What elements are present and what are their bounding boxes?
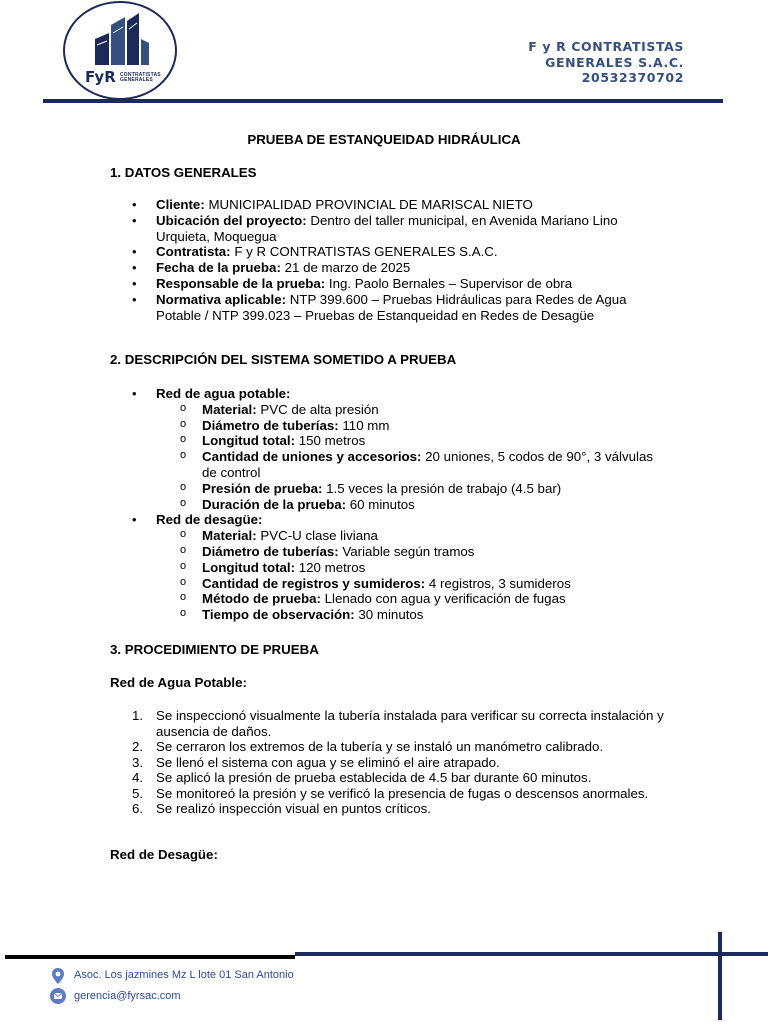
document-title: PRUEBA DE ESTANQUEIDAD HIDRÁULICA	[247, 132, 521, 147]
list-item: 6. Se realizó inspección visual en puntos críticos.	[132, 801, 431, 816]
section-1-heading: 1. DATOS GENERALES	[110, 165, 257, 180]
footer-divider-accent	[295, 952, 768, 956]
list-item: 1. Se inspeccionó visualmente la tubería instalada para verificar su correcta instalación y ausencia de daños.	[132, 708, 664, 739]
list-item: 3. Se llenó el sistema con agua y se eliminó el aire atrapado.	[132, 754, 500, 770]
list-item: • Cliente: MUNICIPALIDAD PROVINCIAL DE MARISCAL NIETO	[110, 197, 670, 213]
list-item: o Material: PVC-U clase liviana	[156, 528, 670, 544]
company-info	[528, 39, 684, 86]
list-item: o Material: PVC de alta presión	[156, 402, 670, 418]
procedure-steps-list	[110, 708, 670, 817]
list-item: o Diámetro de tuberías: Variable según tramos	[156, 544, 670, 560]
footer-vertical-bar	[718, 932, 722, 1020]
list-item: o Longitud total: 150 metros	[156, 433, 670, 449]
email-icon	[50, 988, 66, 1004]
list-item: o Longitud total: 120 metros	[156, 560, 670, 576]
sewer-network-sublist	[156, 528, 670, 623]
list-item: • Contratista: F y R CONTRATISTAS GENERALES S.A.C.	[110, 244, 670, 260]
company-ruc: 20532370702	[581, 70, 684, 85]
company-name-line2: GENERALES S.A.C.	[545, 54, 684, 70]
list-item: o Método de prueba: Llenado con agua y verificación de fugas	[156, 591, 670, 607]
list-item: • Red de agua potable: o Material: PVC de alta presión o Diámetro de tuberías: 110 mm o Longitud total: 150 metros o Cantidad de uniones y accesorios: 20 uniones, 5 codos de 90°, 3 válvulas de control o Presión de prueba: 1.5 veces la presión de trabajo (4.5 bar) o Duración de la prueba: 60 minutos	[110, 386, 670, 512]
list-item: o Presión de prueba: 1.5 veces la presión de trabajo (4.5 bar)	[156, 481, 670, 497]
footer-email[interactable]: gerencia@fyrsac.com	[50, 988, 181, 1004]
company-name-line1: F y R CONTRATISTAS	[528, 39, 684, 54]
list-item: o Tiempo de observación: 30 minutos	[156, 607, 670, 623]
company-logo	[63, 1, 177, 100]
footer-address: Asoc. Los jazmines Mz L lote 01 San Antonio	[50, 967, 294, 983]
logo-subtext: CONTRATISTAS GENERALES	[120, 72, 161, 83]
list-item: • Ubicación del proyecto: Dentro del taller municipal, en Avenida Mariano Lino Urquieta, Moquegua	[110, 213, 670, 245]
logo-text: FyR	[85, 68, 116, 86]
list-item: • Red de desagüe: o Material: PVC-U clase liviana o Diámetro de tuberías: Variable según tramos o Longitud total: 120 metros o Cantidad de registros y sumideros: 4 registros, 3 sumideros o Método de prueba: Llenado con agua y verificación de fugas o Tiempo de observación: 30 minutos	[110, 512, 670, 623]
water-procedure-heading: Red de Agua Potable:	[110, 675, 247, 690]
list-item: • Responsable de la prueba: Ing. Paolo Bernales – Supervisor de obra	[110, 276, 670, 292]
system-description-list	[110, 386, 670, 623]
building-logo-icon	[65, 3, 175, 98]
section-2-heading: 2. DESCRIPCIÓN DEL SISTEMA SOMETIDO A PRUEBA	[110, 352, 457, 367]
location-pin-icon	[50, 967, 66, 983]
list-item: • Fecha de la prueba: 21 de marzo de 2025	[110, 260, 670, 276]
header-divider	[43, 99, 723, 103]
list-item: • Normativa aplicable: NTP 399.600 – Pruebas Hidráulicas para Redes de Agua Potable / NTP 399.023 – Pruebas de Estanqueidad en Redes de Desagüe	[110, 292, 670, 324]
section-3-heading: 3. PROCEDIMIENTO DE PRUEBA	[110, 642, 319, 657]
list-item: o Duración de la prueba: 60 minutos	[156, 497, 670, 513]
sewer-procedure-heading: Red de Desagüe:	[110, 847, 218, 862]
list-item: 2. Se cerraron los extremos de la tubería y se instaló un manómetro calibrado.	[132, 739, 604, 754]
water-network-sublist	[156, 402, 670, 513]
list-item: 4. Se aplicó la presión de prueba establecida de 4.5 bar durante 60 minutos.	[132, 770, 592, 785]
list-item: o Cantidad de registros y sumideros: 4 registros, 3 sumideros	[156, 576, 670, 592]
general-data-list	[110, 197, 670, 323]
footer-divider	[5, 955, 295, 959]
list-item: o Diámetro de tuberías: 110 mm	[156, 418, 670, 434]
list-item: o Cantidad de uniones y accesorios: 20 uniones, 5 codos de 90°, 3 válvulas de control	[156, 449, 670, 481]
list-item: 5. Se monitoreó la presión y se verificó la presencia de fugas o descensos anormales.	[132, 785, 649, 801]
